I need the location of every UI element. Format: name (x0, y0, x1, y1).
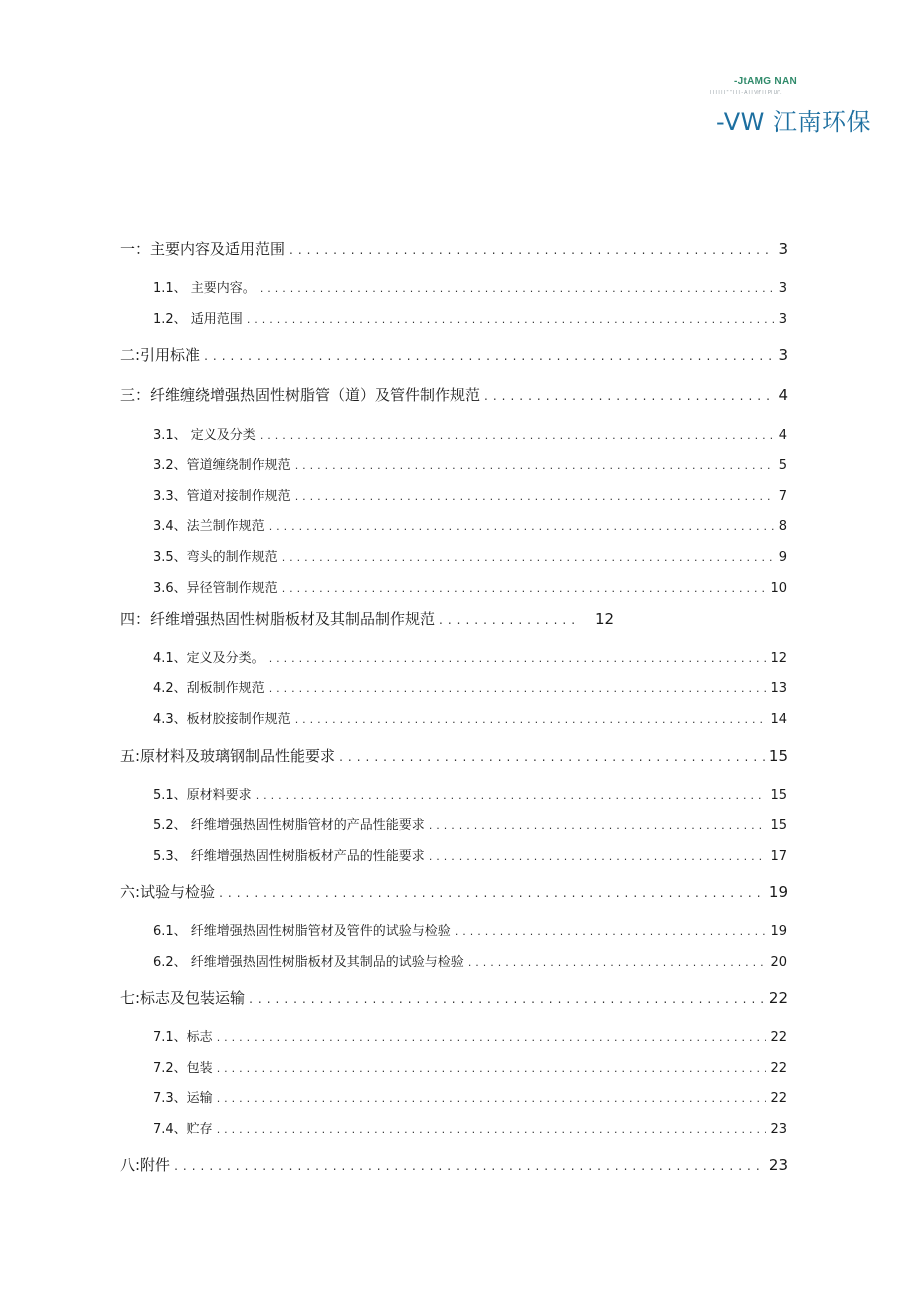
dot-leader (247, 313, 775, 326)
dot-leader (217, 1123, 767, 1136)
toc-entry-page: 22 (768, 989, 788, 1007)
toc-entry[interactable] (120, 881, 788, 902)
dot-leader (289, 243, 774, 257)
toc-subentry[interactable] (153, 677, 787, 696)
toc-subentry[interactable] (153, 951, 787, 970)
dot-leader (260, 429, 775, 442)
toc-subentry[interactable] (153, 814, 787, 833)
dot-leader (484, 389, 774, 403)
toc-entry-title: 五:原材料及玻璃钢制品性能要求 (120, 747, 336, 765)
toc-entry-title: 5.2、 纤维增强热固性树脂管材的产品性能要求 (153, 818, 425, 833)
toc-entry-title: 三：纤维缠绕增强热固性树脂管（道）及管件制作规范 (120, 386, 481, 404)
toc-entry-title: 7.4、贮存 (153, 1122, 213, 1137)
toc-entry-page: 15 (770, 788, 787, 803)
toc-subentry[interactable] (153, 308, 787, 327)
toc-entry-page: 23 (768, 1156, 788, 1174)
toc-entry-title: 1.2、 适用范围 (153, 312, 243, 327)
toc-entry-page: 7 (778, 489, 787, 504)
toc-entry-title: 3.5、弯头的制作规范 (153, 550, 278, 565)
dot-leader (439, 613, 579, 627)
toc-entry[interactable] (120, 344, 788, 365)
toc-subentry[interactable] (153, 424, 787, 443)
toc-entry-title: 四：纤维增强热固性树脂板材及其制品制作规范 (120, 610, 436, 628)
dot-leader (260, 282, 775, 295)
dot-leader (468, 956, 767, 969)
dot-leader (455, 925, 767, 938)
dot-leader (429, 819, 767, 832)
toc-entry[interactable] (120, 987, 788, 1008)
toc-subentry[interactable] (153, 485, 787, 504)
toc-entry-title: 7.2、包装 (153, 1061, 213, 1076)
dot-leader (219, 886, 765, 900)
toc-subentry[interactable] (153, 454, 787, 473)
toc-entry-title: 3.2、管道缠绕制作规范 (153, 458, 291, 473)
dot-leader (339, 750, 765, 764)
toc-entry-page: 15 (770, 818, 787, 833)
toc-entry-title: 4.3、板材胶接制作规范 (153, 712, 291, 727)
toc-entry-title: 7.3、运输 (153, 1091, 213, 1106)
toc-entry-title: 6.2、 纤维增强热固性树脂板材及其制品的试验与检验 (153, 955, 464, 970)
dot-leader (282, 551, 775, 564)
toc-entry-page: 3 (778, 240, 788, 258)
toc-entry-page: 9 (778, 550, 787, 565)
toc-entry-title: 5.1、原材料要求 (153, 788, 252, 803)
toc-subentry[interactable] (153, 647, 787, 666)
toc-entry-page: 3 (778, 312, 787, 327)
toc-entry[interactable] (120, 384, 788, 405)
toc-subentry[interactable] (153, 1026, 787, 1045)
toc-entry-title: 4.2、刮板制作规范 (153, 681, 265, 696)
logo-english-name: -JtAMG NAN (734, 76, 797, 87)
toc-entry-title: 八:附件 (120, 1156, 171, 1174)
dot-leader (282, 582, 767, 595)
toc-entry-title: 一：主要内容及适用范围 (120, 240, 286, 258)
toc-subentry[interactable] (153, 1118, 787, 1137)
toc-entry-page: 12 (595, 610, 615, 628)
toc-entry-title: 七:标志及包装运输 (120, 989, 246, 1007)
logo-tagline: I I I I I I " " I I I - A I I Vif' I I Pl Ui". (710, 90, 782, 96)
toc-entry-title: 7.1、标志 (153, 1030, 213, 1045)
toc-subentry[interactable] (153, 515, 787, 534)
toc-entry-page: 19 (770, 924, 787, 939)
dot-leader (174, 1159, 765, 1173)
dot-leader (295, 490, 775, 503)
toc-entry-page: 22 (770, 1030, 787, 1045)
toc-entry-title: 3.3、管道对接制作规范 (153, 489, 291, 504)
toc-entry-title: 二:引用标准 (120, 346, 201, 364)
toc-entry[interactable] (120, 608, 614, 629)
toc-subentry[interactable] (153, 1057, 787, 1076)
toc-entry-title: 六:试验与检验 (120, 883, 216, 901)
toc-entry-page: 3 (778, 281, 787, 296)
dot-leader (269, 652, 767, 665)
toc-entry-page: 4 (778, 386, 788, 404)
dot-leader (429, 850, 767, 863)
toc-entry-title: 4.1、定义及分类。 (153, 651, 265, 666)
toc-entry-title: 5.3、 纤维增强热固性树脂板材产品的性能要求 (153, 849, 425, 864)
toc-entry-page: 14 (770, 712, 787, 727)
toc-entry-page: 5 (778, 458, 787, 473)
dot-leader (295, 459, 775, 472)
toc-entry-page: 12 (770, 651, 787, 666)
toc-entry-page: 23 (770, 1122, 787, 1137)
company-logo (700, 74, 900, 134)
toc-entry-page: 19 (768, 883, 788, 901)
toc-subentry[interactable] (153, 708, 787, 727)
dot-leader (217, 1092, 767, 1105)
toc-entry-page: 20 (770, 955, 787, 970)
toc-entry-title: 6.1、 纤维增强热固性树脂管材及管件的试验与检验 (153, 924, 451, 939)
toc-entry-page: 4 (778, 428, 787, 443)
dot-leader (217, 1031, 767, 1044)
toc-entry-page: 22 (770, 1091, 787, 1106)
toc-entry-page: 8 (778, 519, 787, 534)
toc-entry-page: 13 (770, 681, 787, 696)
toc-entry-page: 17 (770, 849, 787, 864)
toc-entry[interactable] (120, 1154, 788, 1175)
toc-subentry[interactable] (153, 546, 787, 565)
toc-entry-page: 22 (770, 1061, 787, 1076)
toc-subentry[interactable] (153, 577, 787, 596)
toc-subentry[interactable] (153, 845, 787, 864)
dot-leader (269, 520, 775, 533)
toc-entry[interactable] (120, 745, 788, 766)
dot-leader (256, 789, 767, 802)
toc-entry-title: 1.1、 主要内容。 (153, 281, 256, 296)
toc-subentry[interactable] (153, 277, 787, 296)
toc-entry-page: 3 (778, 346, 788, 364)
toc-entry-title: 3.4、法兰制作规范 (153, 519, 265, 534)
toc-entry-title: 3.1、 定义及分类 (153, 428, 256, 443)
toc-entry-page: 10 (770, 581, 787, 596)
dot-leader (269, 682, 767, 695)
dot-leader (217, 1062, 767, 1075)
toc-entry-title: 3.6、异径管制作规范 (153, 581, 278, 596)
toc-subentry[interactable] (153, 920, 787, 939)
dot-leader (249, 992, 765, 1006)
toc-entry[interactable] (120, 238, 788, 259)
dot-leader (295, 713, 767, 726)
toc-subentry[interactable] (153, 784, 787, 803)
toc-entry-page: 15 (768, 747, 788, 765)
toc-subentry[interactable] (153, 1087, 787, 1106)
logo-chinese-name: -VW 江南环保 (716, 108, 872, 136)
dot-leader (204, 349, 774, 363)
